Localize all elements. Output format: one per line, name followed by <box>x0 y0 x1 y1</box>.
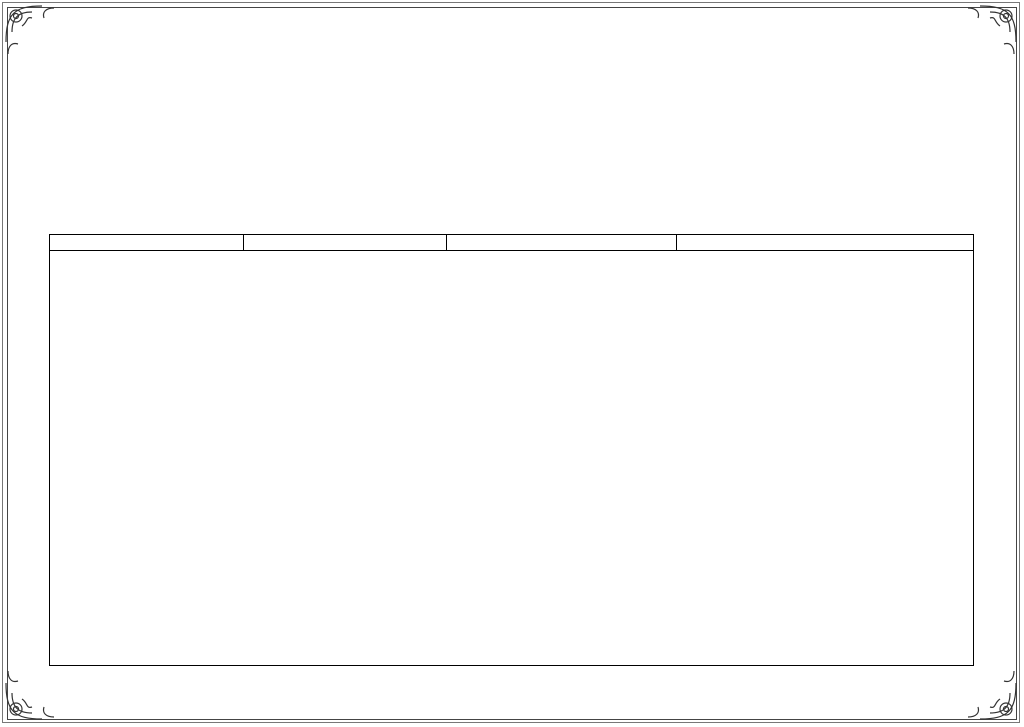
corner-ornament-icon <box>2 2 60 60</box>
corner-ornament-icon <box>2 665 60 723</box>
header-parents <box>50 235 244 251</box>
header-grandparents <box>244 235 447 251</box>
header-great-great-grandparents <box>677 235 974 251</box>
header-great-grandparents <box>447 235 677 251</box>
corner-ornament-icon <box>962 665 1020 723</box>
corner-ornament-icon <box>962 2 1020 60</box>
pedigree-table <box>49 234 974 666</box>
